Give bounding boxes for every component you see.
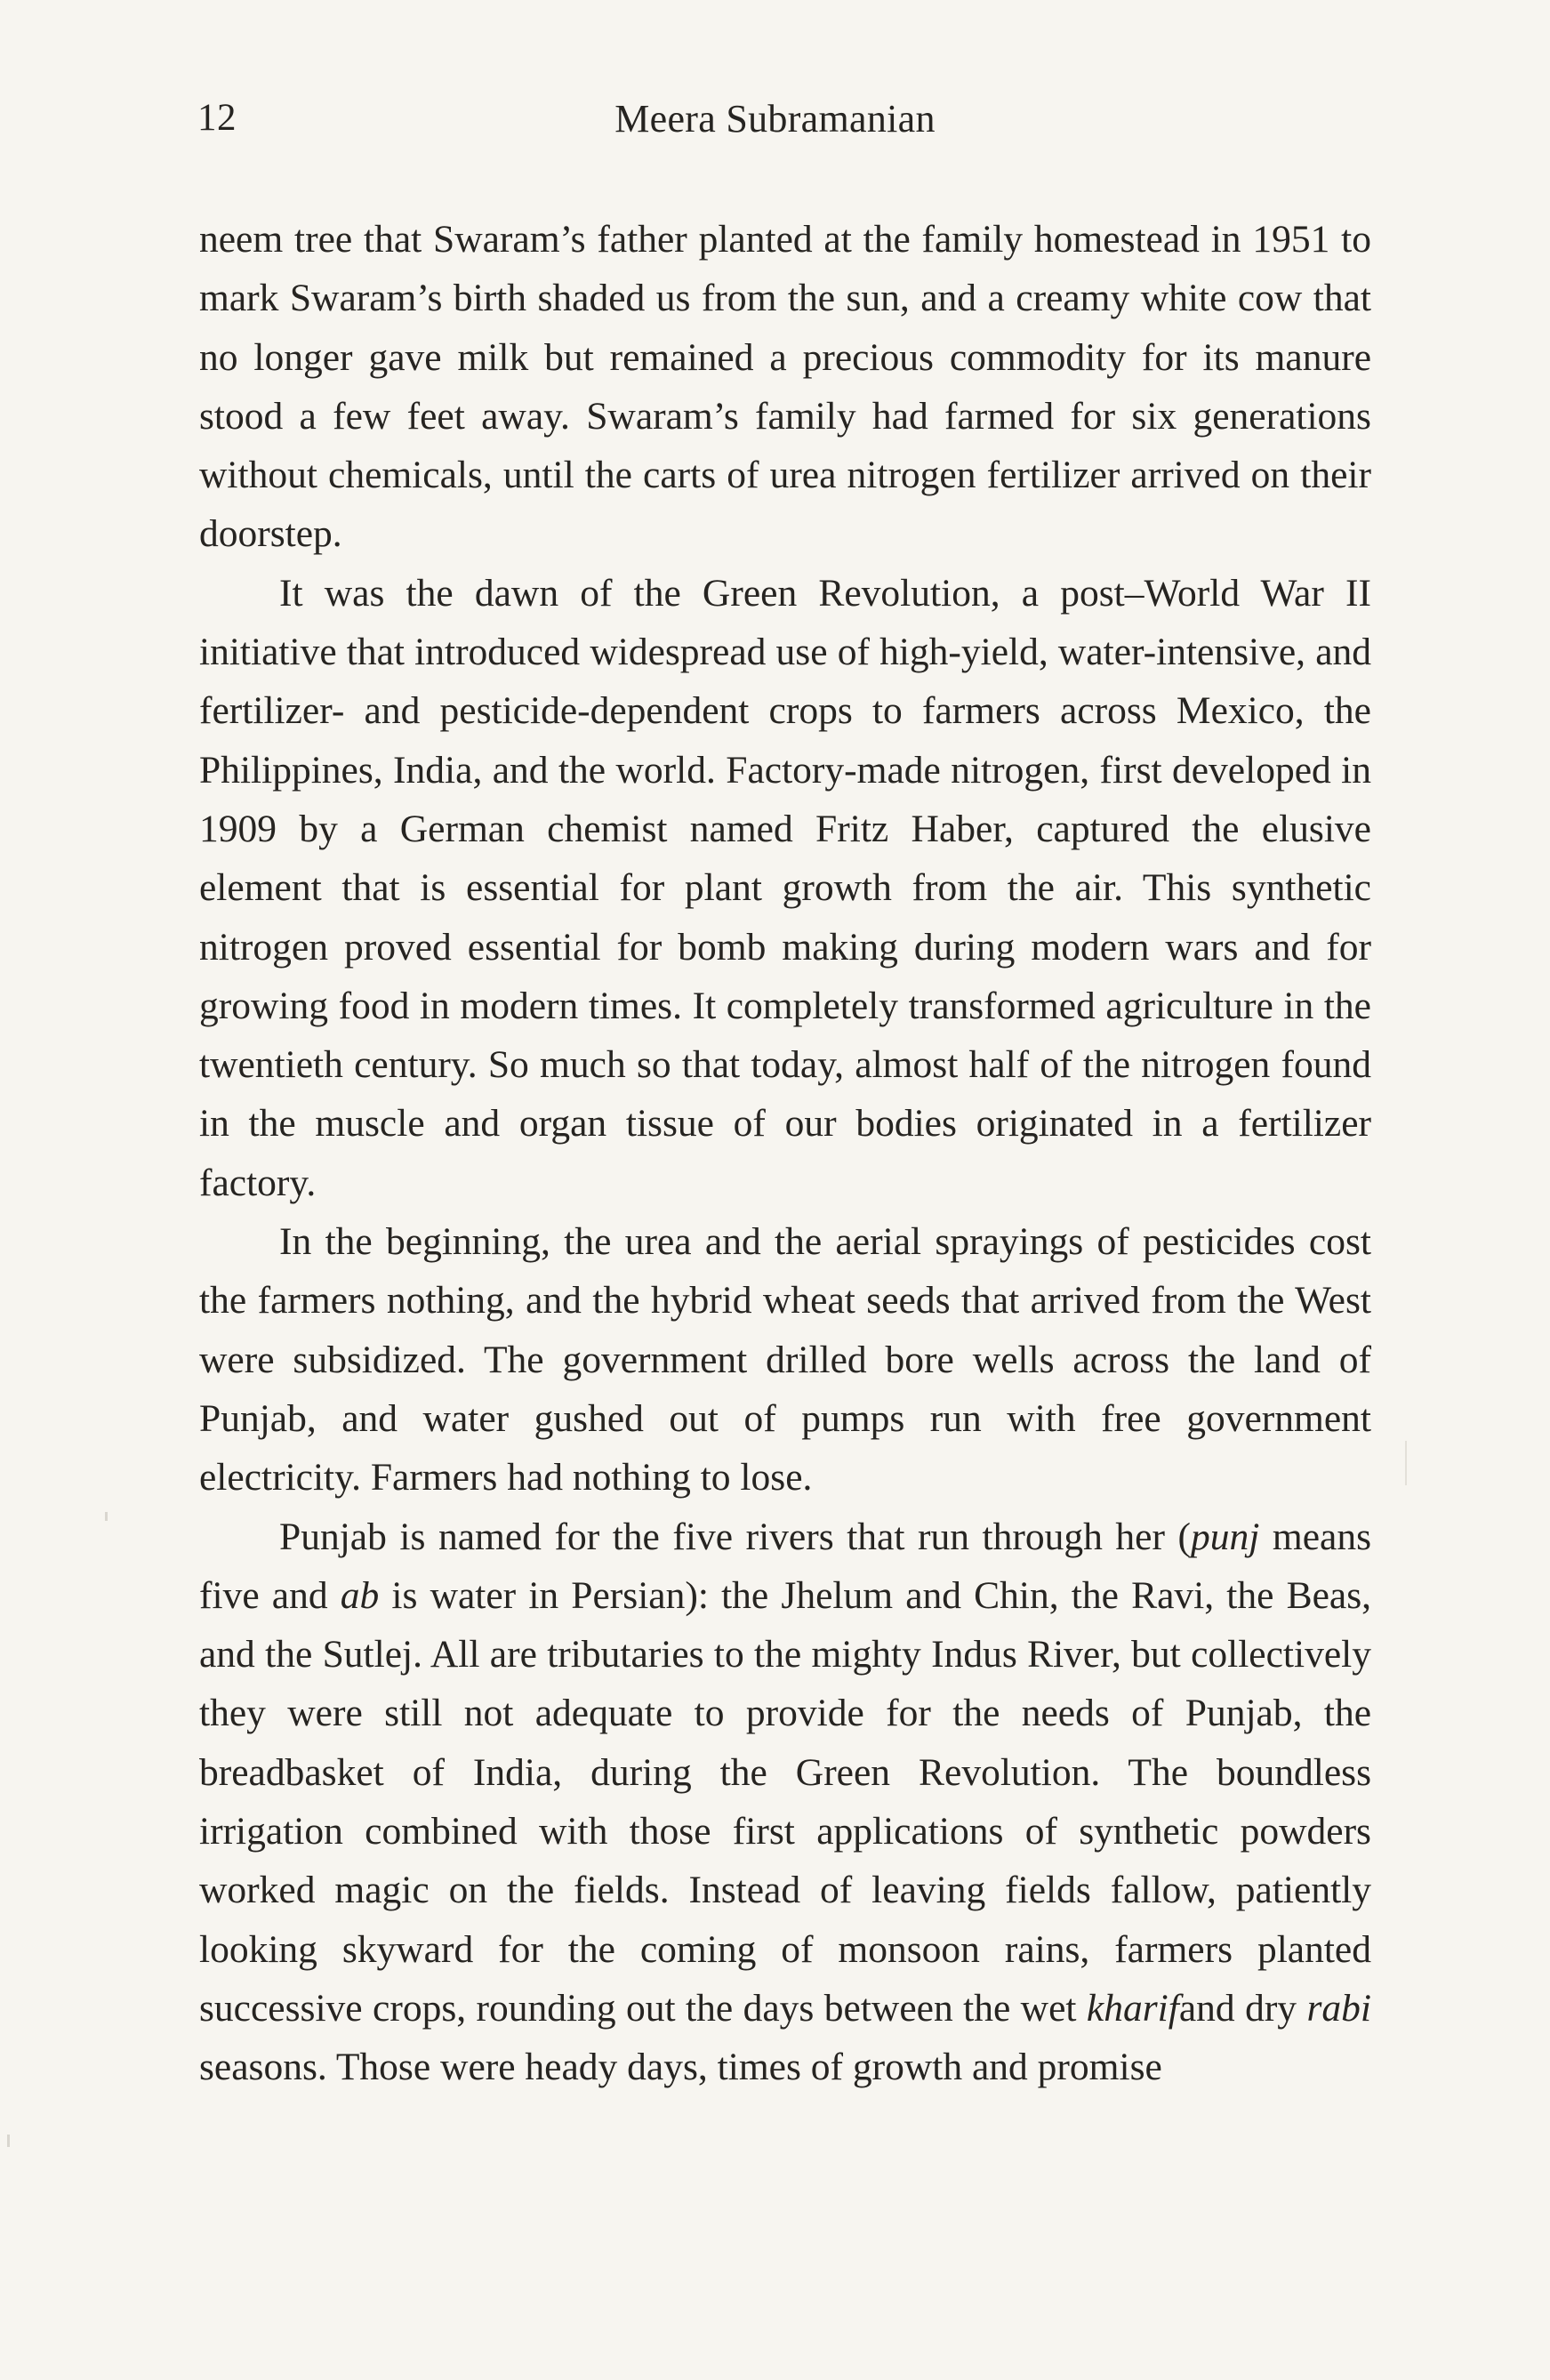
running-head	[0, 96, 1550, 149]
italic-punj: punj	[1190, 1515, 1260, 1558]
paragraph-4-text-b: means five and	[199, 1515, 1371, 1617]
paragraph-4-text-a: Punjab is named for the five rivers that run through her (	[279, 1515, 1191, 1558]
body-text	[199, 210, 1371, 2097]
author-name: Meera Subramanian	[614, 97, 936, 141]
scan-mark-right	[1405, 1441, 1407, 1485]
italic-kharif: kharif	[1086, 1986, 1179, 2030]
scan-mark-left-lower	[7, 2135, 10, 2147]
paragraph-3: In the beginning, the urea and the aerial sprayings of pesticides cost the farmers nothing, and the hybrid wheat seeds that arrived from the West were subsidized. The government drilled bore wells across the land of Punjab, and water gushed out of pumps run with free government electricity. Farmers had nothing to lose.	[199, 1220, 1371, 1500]
page-number: 12	[197, 97, 237, 139]
paragraph-4-text-e: seasons. Those were heady days, times of growth and promise	[199, 2046, 1162, 2089]
scan-mark-left	[105, 1512, 108, 1521]
paragraph-1: neem tree that Swaram’s father planted at the family homestead in 1951 to mark Swaram’s birth shaded us from the sun, and a creamy white cow that no longer gave milk but remained a precious commodity for its manure stood a few feet away. Swaram’s family had farmed for six generations without chemicals, until the carts of urea nitrogen fertilizer arrived on their doorstep.	[199, 218, 1371, 556]
paragraph-4-text-c: is water in Persian): the Jhelum and Chin, the Ravi, the Beas, and the Sutlej. All are tributaries to the mighty Indus River, but collectively they were still not adequate to provide for the needs of Punjab, the breadbasket of India, during the Green Revolution. The boundless irrigation combined with those first applications of synthetic powders worked magic on the fields. Instead of leaving fields fallow, patiently looking skyward for the coming of monsoon rains, farmers planted successive crops, rounding out the days between the wet	[199, 1573, 1371, 2030]
italic-rabi: rabi	[1306, 1986, 1371, 2030]
paragraph-2: It was the dawn of the Green Revolution, a post–World War II initiative that introduced widespread use of high-yield, water-intensive, and fertilizer- and pesticide-dependent crops to farmers across Mexico, the Philippines, India, and the world. Factory-made nitrogen, first developed in 1909 by a German chemist named Fritz Haber, captured the elusive element that is essential for plant growth from the air. This synthetic nitrogen proved essential for bomb making during modern wars and for growing food in modern times. It completely transformed agriculture in the twentieth century. So much so that today, almost half of the nitrogen found in the muscle and organ tissue of our bodies originated in a fertilizer factory.	[199, 571, 1371, 1204]
paragraph-4	[199, 1508, 1371, 2097]
paragraph-4-text-d: and dry	[1178, 1986, 1307, 2030]
italic-ab: ab	[340, 1573, 380, 1617]
